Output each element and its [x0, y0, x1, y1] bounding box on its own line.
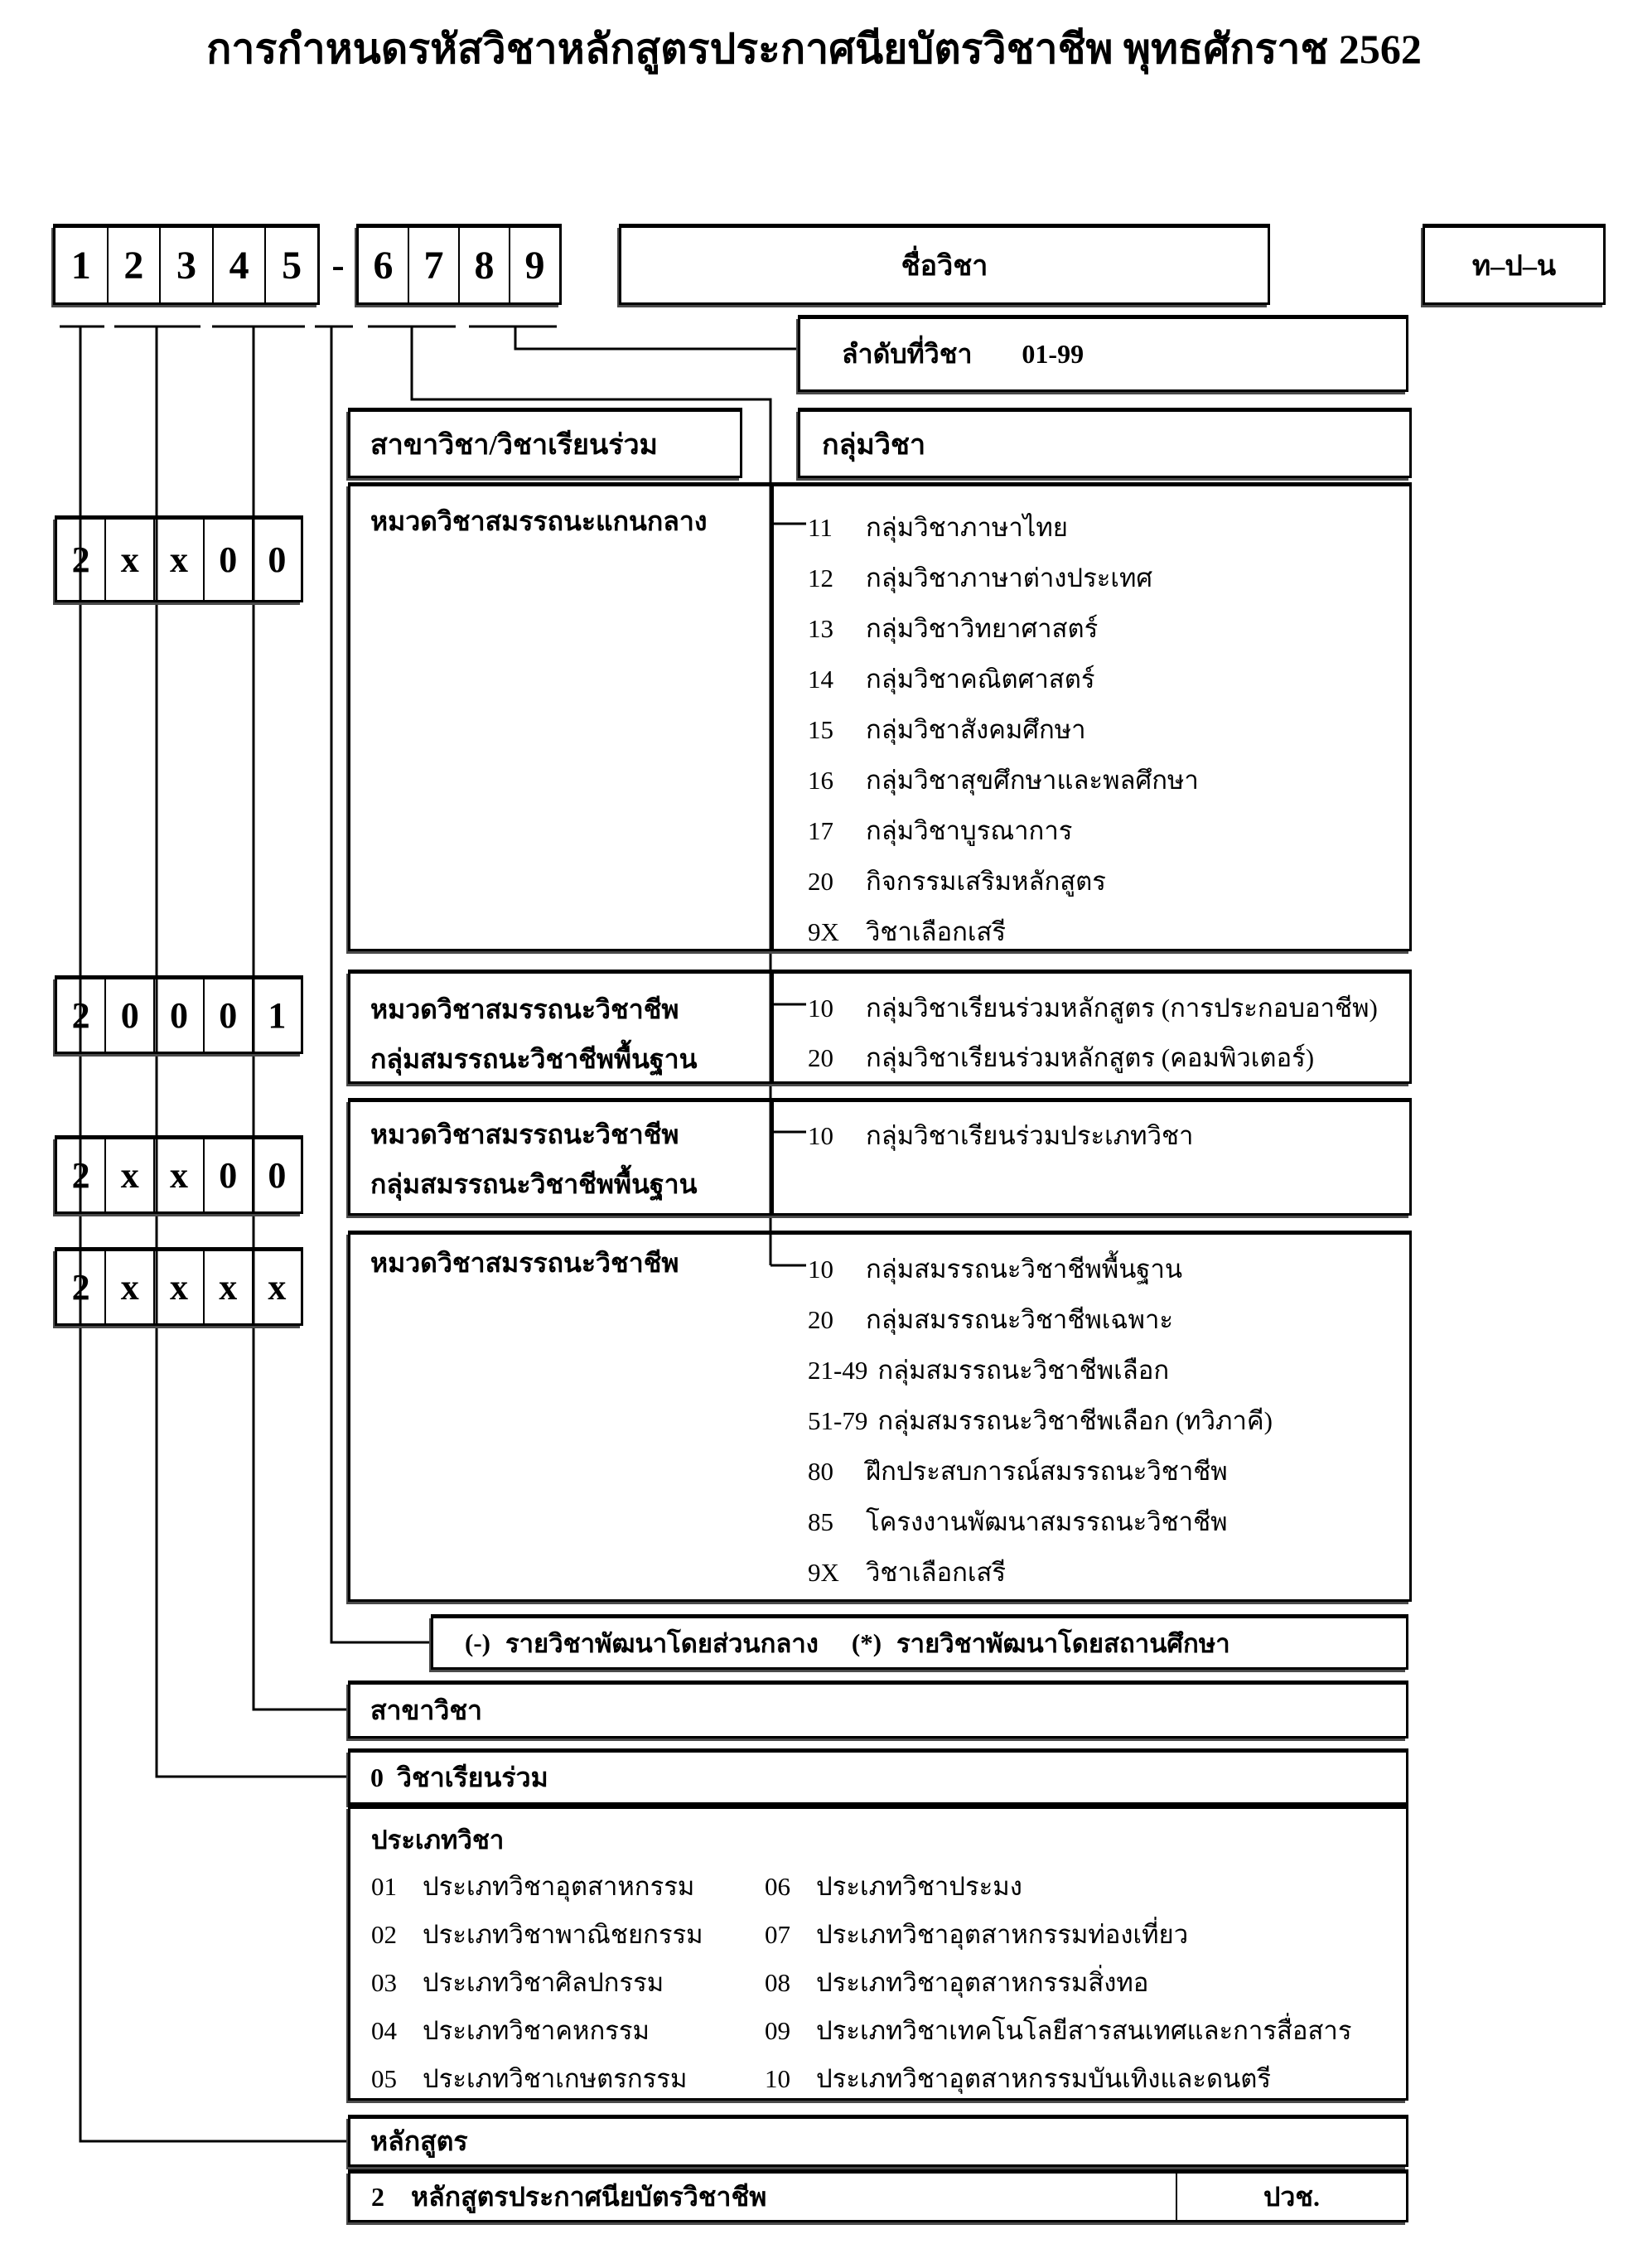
- row-label: หมวดวิชาสมรรถนะวิชาชีพ: [370, 994, 679, 1024]
- item-text: ประเภทวิชาคหกรรม: [423, 2016, 650, 2045]
- item-number: 21-49: [808, 1356, 868, 1385]
- item-text: กลุ่มวิชาเรียนร่วมหลักสูตร (การประกอบอาชีพ): [866, 994, 1378, 1023]
- header-subject-group: [798, 408, 1412, 478]
- code-digit-group-2: [356, 224, 562, 305]
- list-item: [808, 1506, 1228, 1538]
- code-digit-5: 5: [282, 243, 302, 288]
- pattern-digit-cell: x: [106, 1139, 155, 1211]
- pattern-digit-cell: 0: [106, 979, 155, 1052]
- subject-type-item: [765, 1967, 1148, 1999]
- item-number: 20: [808, 1043, 833, 1072]
- pattern-digit-cell: x: [106, 1251, 155, 1323]
- subject-type-item: [371, 1967, 664, 1999]
- item-number: 02: [371, 1920, 397, 1949]
- item-number: 20: [808, 867, 833, 896]
- pattern-digit-cell: 0: [268, 1155, 287, 1196]
- list-item: [808, 993, 1378, 1024]
- list-item: [808, 815, 1072, 847]
- item-text: ประเภทวิชาอุตสาหกรรมท่องเที่ยว: [816, 1920, 1189, 1949]
- row-divider: [771, 974, 774, 1081]
- item-text: วิชาเลือกเสรี: [866, 1558, 1007, 1587]
- subject-type-item: [765, 2015, 1352, 2047]
- pattern-digit-cell: 2: [57, 979, 106, 1052]
- pattern-digit-cell: 0: [205, 1139, 254, 1211]
- curriculum-abbr-cell: [1176, 2174, 1406, 2220]
- sequence-range: 01-99: [1022, 339, 1085, 369]
- list-item: [808, 1120, 1193, 1152]
- item-number: 20: [808, 1305, 833, 1334]
- list-item: [808, 613, 1098, 645]
- item-text: กลุ่มวิชาเรียนร่วมหลักสูตร (คอมพิวเตอร์): [866, 1043, 1315, 1072]
- pattern-digit-cell: x: [155, 520, 204, 600]
- item-text: กลุ่มวิชาภาษาไทย: [866, 513, 1068, 542]
- list-item: [808, 512, 1068, 544]
- item-number: 10: [808, 994, 833, 1023]
- list-item: [808, 1042, 1314, 1074]
- course-name-box: [619, 224, 1270, 305]
- item-number: 11: [808, 513, 833, 542]
- curriculum-abbr: ปวช.: [1263, 2181, 1320, 2212]
- item-text: กลุ่มวิชาสุขศึกษาและพลศึกษา: [866, 766, 1199, 795]
- curriculum-label: หลักสูตร: [370, 2126, 468, 2156]
- item-text: กลุ่มสมรรถนะวิชาชีพเฉพาะ: [866, 1305, 1174, 1334]
- item-number: 17: [808, 816, 833, 845]
- pattern-digit-cell: 0: [155, 979, 204, 1052]
- sequence-box: [798, 315, 1408, 392]
- item-number: 14: [808, 665, 833, 694]
- code-digit-8: 8: [460, 228, 510, 302]
- item-text: กลุ่มสมรรถนะวิชาชีพเลือก: [877, 1356, 1170, 1385]
- subject-type-item: [371, 1919, 703, 1951]
- item-number: 09: [765, 2016, 790, 2045]
- subject-type-item: [765, 1871, 1022, 1903]
- header-field-or-shared: [348, 408, 742, 478]
- row-label: กลุ่มสมรรถนะวิชาชีพพื้นฐาน: [370, 1044, 698, 1074]
- item-text: กลุ่มสมรรถนะวิชาชีพพื้นฐาน: [866, 1255, 1183, 1284]
- table-row-professional: [348, 1231, 1412, 1602]
- code-digit-2: 2: [109, 228, 162, 302]
- subject-type-item: [765, 2063, 1271, 2095]
- list-item: [808, 1405, 1273, 1437]
- central-dev-marker: (-): [465, 1627, 490, 1657]
- item-number: 05: [371, 2064, 397, 2093]
- development-note-box: [431, 1614, 1408, 1670]
- item-number: 16: [808, 766, 833, 795]
- row-divider: [771, 486, 774, 949]
- field-of-study-box: [348, 1680, 1408, 1738]
- code-digit-3: 3: [161, 228, 214, 302]
- item-text: กิจกรรมเสริมหลักสูตร: [866, 867, 1106, 896]
- item-number: 9X: [808, 1558, 839, 1587]
- central-dev-text: รายวิชาพัฒนาโดยส่วนกลาง: [505, 1628, 819, 1658]
- field-of-study-label: สาขาวิชา: [370, 1695, 482, 1725]
- item-number: 80: [808, 1457, 833, 1486]
- row-label: หมวดวิชาสมรรถนะวิชาชีพ: [370, 1119, 679, 1149]
- list-item: [808, 765, 1199, 796]
- subject-type-item: [371, 2063, 687, 2095]
- curriculum-name: หลักสูตรประกาศนียบัตรวิชาชีพ: [411, 2181, 767, 2212]
- curriculum-number: 2: [371, 2181, 384, 2212]
- header-left-label: สาขาวิชา/วิชาเรียนร่วม: [370, 429, 658, 461]
- item-number: 10: [765, 2064, 790, 2093]
- item-number: 07: [765, 1920, 790, 1949]
- header-right-label: กลุ่มวิชา: [822, 429, 926, 461]
- school-dev-marker: (*): [851, 1627, 882, 1657]
- row-label: หมวดวิชาสมรรถนะแกนกลาง: [370, 506, 708, 536]
- code-digit-7: 7: [409, 228, 460, 302]
- pattern-digit-cell: x: [155, 1251, 204, 1323]
- list-item: [808, 1557, 1006, 1589]
- pattern-digit-cell: 0: [268, 539, 287, 580]
- pattern-digit-cell: 1: [268, 995, 287, 1036]
- item-text: กลุ่มวิชาภาษาต่างประเทศ: [866, 563, 1153, 592]
- code-digit-1: 1: [56, 228, 109, 302]
- sequence-label: ลำดับที่วิชา: [842, 339, 973, 369]
- item-number: 06: [765, 1872, 790, 1901]
- subject-type-item: [371, 2015, 650, 2047]
- item-text: ประเภทวิชาประมง: [816, 1872, 1022, 1901]
- item-text: วิชาเลือกเสรี: [866, 917, 1007, 946]
- item-number: 10: [808, 1121, 833, 1150]
- item-number: 10: [808, 1255, 833, 1284]
- list-item: [808, 866, 1106, 897]
- item-number: 9X: [808, 917, 839, 946]
- code-digit-group-1: [53, 224, 320, 305]
- pattern-digit-cell: x: [268, 1267, 287, 1308]
- item-number: 15: [808, 715, 833, 744]
- item-text: ประเภทวิชาพาณิชยกรรม: [423, 1920, 703, 1949]
- list-item: [808, 1456, 1228, 1487]
- row-label: หมวดวิชาสมรรถนะวิชาชีพ: [370, 1248, 679, 1278]
- credit-box: [1423, 224, 1606, 305]
- pattern-digit-cell: x: [106, 520, 155, 600]
- curriculum-value: [350, 2176, 766, 2218]
- pattern-digit-cell: x: [205, 1251, 254, 1323]
- code-digit-4: 4: [214, 228, 267, 302]
- item-text: ประเภทวิชาศิลปกรรม: [423, 1968, 664, 1997]
- list-item: [808, 664, 1094, 695]
- list-item: [808, 1304, 1173, 1336]
- table-row-core-competency: [348, 482, 1412, 951]
- list-item: [808, 563, 1152, 594]
- pattern-digit-cell: 2: [57, 1251, 106, 1323]
- table-row-professional-type: [348, 1098, 1412, 1216]
- item-number: 12: [808, 563, 833, 592]
- shared-subject-number: 0: [370, 1762, 384, 1792]
- course-name-label: ชื่อวิชา: [901, 251, 988, 282]
- subject-type-item: [371, 1871, 694, 1903]
- subject-type-header: ประเภทวิชา: [371, 1826, 505, 1855]
- item-text: โครงงานพัฒนาสมรรถนะวิชาชีพ: [866, 1507, 1228, 1536]
- pattern-digit-cell: 0: [205, 520, 254, 600]
- pattern-digit-cell: 2: [57, 520, 106, 600]
- item-number: 51-79: [808, 1406, 868, 1435]
- list-item: [808, 714, 1086, 746]
- shared-subject-box: [348, 1748, 1408, 1805]
- page-title: การกำหนดรหัสวิชาหลักสูตรประกาศนียบัตรวิชาชีพ พุทธศักราช 2562: [206, 26, 1422, 72]
- item-number: 01: [371, 1872, 397, 1901]
- item-number: 13: [808, 614, 833, 643]
- item-number: 03: [371, 1968, 397, 1997]
- school-dev-text: รายวิชาพัฒนาโดยสถานศึกษา: [896, 1628, 1230, 1658]
- item-text: กลุ่มวิชาเรียนร่วมประเภทวิชา: [866, 1121, 1194, 1150]
- item-number: 08: [765, 1968, 790, 1997]
- code-separator: -: [331, 243, 345, 286]
- code-digit-6: 6: [359, 228, 409, 302]
- item-text: กลุ่มวิชาบูรณาการ: [866, 816, 1073, 845]
- pattern-digit-cell: 2: [57, 1139, 106, 1211]
- list-item: [808, 1254, 1182, 1285]
- code-pattern-box-core: [55, 515, 303, 602]
- row-divider: [771, 1102, 774, 1213]
- code-pattern-box-professional: [55, 1247, 303, 1326]
- item-text: ประเภทวิชาเกษตรกรรม: [423, 2064, 688, 2093]
- code-digit-9: 9: [524, 243, 545, 288]
- pattern-digit-cell: 0: [205, 979, 254, 1052]
- subject-type-item: [765, 1919, 1188, 1951]
- code-pattern-box-professional-common: [55, 975, 303, 1054]
- item-text: กลุ่มวิชาคณิตศาสตร์: [866, 665, 1095, 694]
- list-item: [808, 916, 1006, 948]
- item-text: ฝึกประสบการณ์สมรรถนะวิชาชีพ: [866, 1457, 1228, 1486]
- shared-subject-label: วิชาเรียนร่วม: [397, 1762, 548, 1792]
- table-row-professional-common: [348, 970, 1412, 1084]
- item-number: 85: [808, 1507, 833, 1536]
- item-number: 04: [371, 2016, 397, 2045]
- curriculum-value-box: [348, 2169, 1408, 2222]
- item-text: กลุ่มวิชาวิทยาศาสตร์: [866, 614, 1099, 643]
- row-label: กลุ่มสมรรถนะวิชาชีพพื้นฐาน: [370, 1169, 698, 1199]
- credit-label: ท–ป–น: [1471, 251, 1557, 282]
- item-text: ประเภทวิชาอุตสาหกรรมบันเทิงและดนตรี: [816, 2064, 1272, 2093]
- item-text: กลุ่มสมรรถนะวิชาชีพเลือก (ทวิภาคี): [877, 1406, 1273, 1435]
- item-text: ประเภทวิชาอุตสาหกรรมสิ่งทอ: [816, 1968, 1149, 1997]
- pattern-digit-cell: x: [155, 1139, 204, 1211]
- list-item: [808, 1355, 1169, 1386]
- item-text: ประเภทวิชาอุตสาหกรรม: [423, 1872, 695, 1901]
- curriculum-box: [348, 2115, 1408, 2167]
- item-text: ประเภทวิชาเทคโนโลยีสารสนเทศและการสื่อสาร: [816, 2016, 1352, 2045]
- code-pattern-box-professional-type: [55, 1135, 303, 1214]
- subject-type-box: [348, 1805, 1408, 2101]
- item-text: กลุ่มวิชาสังคมศึกษา: [866, 715, 1086, 744]
